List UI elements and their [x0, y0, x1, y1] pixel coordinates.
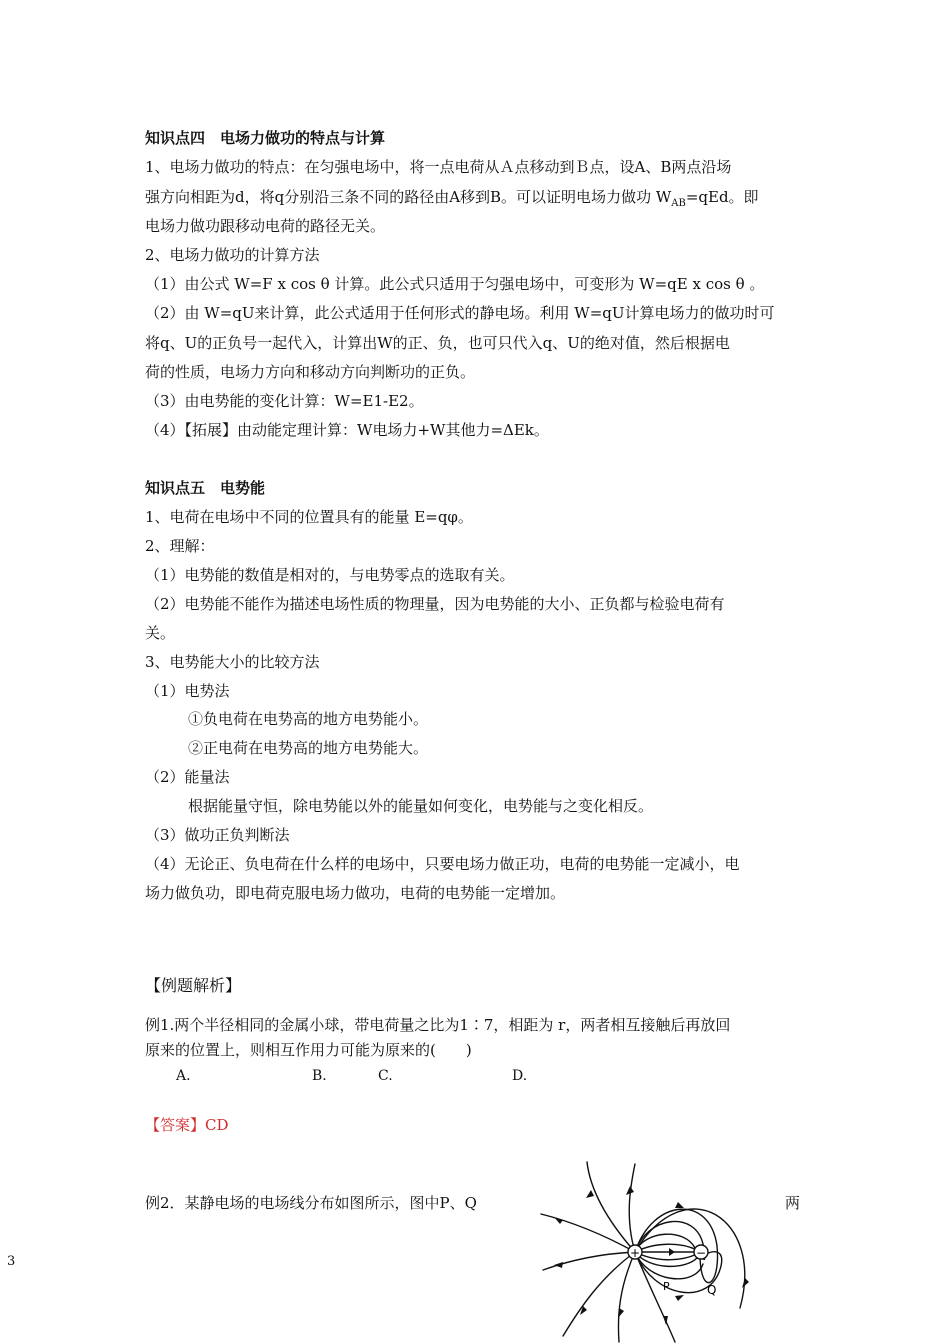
section5-p2-item2-line2: 关。	[145, 624, 176, 642]
section5-p3-item2: （2）能量法	[145, 768, 230, 786]
electric-field-figure	[535, 1158, 750, 1344]
section4-p2-title: 2、电场力做功的计算方法	[145, 246, 320, 264]
section4-p2-item2-line2: 将q、U的正负号一起代入，计算出W的正、负，也可只代入q、U的绝对值，然后根据电	[145, 334, 730, 352]
examples-title: 【例题解析】	[145, 976, 242, 995]
section5-p3-item1a: ①负电荷在电势高的地方电势能小。	[188, 710, 429, 728]
section5-p2-item2-line1: （2）电势能不能作为描述电场性质的物理量，因为电势能的大小、正负都与检验电荷有	[145, 595, 725, 613]
section4-p2-item2-line3: 荷的性质，电场力方向和移动方向判断功的正负。	[145, 363, 476, 381]
example2-line1: 例2．某静电场的电场线分布如图所示，图中P、Q	[145, 1194, 477, 1212]
example1-option-d: D.	[512, 1068, 528, 1084]
section4-p2-item1: （1）由公式 W=F x cos θ 计算。此公式只适用于匀强电场中，可变形为 W=qE x cos θ 。	[145, 275, 765, 293]
point-p-label: P	[663, 1280, 670, 1293]
example1-option-b: B.	[312, 1068, 327, 1084]
section4-p1-line3: 电场力做功跟移动电荷的路径无关。	[145, 217, 386, 235]
section4-p2-item2-line1: （2）由 W=qU来计算，此公式适用于任何形式的静电场。利用 W=qU计算电场力的做功时可	[145, 304, 775, 322]
section5-p2-item1: （1）电势能的数值是相对的，与电势零点的选取有关。	[145, 566, 515, 584]
section4-p1-line1: 1、电场力做功的特点：在匀强电场中，将一点电荷从Ａ点移动到Ｂ点，设A、B两点沿场	[145, 158, 732, 176]
example1-option-a: A.	[176, 1068, 191, 1084]
example1-option-c: C.	[378, 1068, 393, 1084]
section5-p2: 2、理解：	[145, 537, 215, 555]
section5-p3-item3: （3）做功正负判断法	[145, 826, 290, 844]
section5-p3-item1: （1）电势法	[145, 682, 230, 700]
example2-tail: 两	[785, 1194, 801, 1212]
section5-p3-item4-line1: （4）无论正、负电荷在什么样的电场中，只要电场力做正功，电荷的电势能一定减小，电	[145, 855, 740, 873]
section4-p2-item4: （4）【拓展】由动能定理计算：W电场力+W其他力=ΔEk。	[145, 421, 549, 439]
section4-p2-item3: （3）由电势能的变化计算：W=E1-E2。	[145, 392, 424, 410]
section5-p1: 1、电荷在电场中不同的位置具有的能量 E=qφ。	[145, 508, 473, 526]
example1-line2: 原来的位置上，则相互作用力可能为原来的( )	[145, 1041, 472, 1059]
section5-p3: 3、电势能大小的比较方法	[145, 653, 320, 671]
negative-charge-label: −	[695, 1246, 707, 1260]
section5-p3-item2a: 根据能量守恒，除电势能以外的能量如何变化，电势能与之变化相反。	[188, 797, 654, 815]
example1-answer: 【答案】CD	[145, 1116, 229, 1134]
section5-p3-item4-line2: 场力做负功，即电荷克服电场力做功，电荷的电势能一定增加。	[145, 884, 566, 902]
section5-p3-item1b: ②正电荷在电势高的地方电势能大。	[188, 739, 429, 757]
example1-line1: 例1.两个半径相同的金属小球，带电荷量之比为1∶7，相距为 r，两者相互接触后再放回	[145, 1016, 731, 1034]
section4-p1-line2: 强方向相距为d，将q分别沿三条不同的路径由A移到B。可以证明电场力做功 $W_{AB}=qEd$。即	[145, 188, 759, 209]
page-number: 3	[7, 1254, 16, 1269]
section5-heading: 知识点五 电势能	[145, 479, 266, 497]
positive-charge-label: +	[629, 1246, 641, 1260]
section4-heading: 知识点四 电场力做功的特点与计算	[145, 129, 386, 147]
point-q-label: Q	[707, 1283, 717, 1297]
